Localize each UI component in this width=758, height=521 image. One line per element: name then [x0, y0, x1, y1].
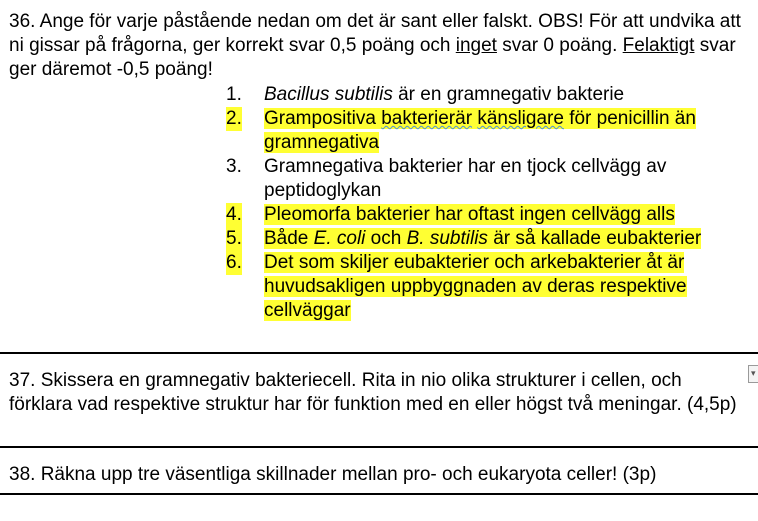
- species-name: B. subtilis: [406, 228, 488, 249]
- statement-text-rest: är en gramnegativ bakterie: [392, 84, 625, 105]
- corner-tab-icon[interactable]: ▾: [748, 365, 758, 383]
- statement-list: [0, 83, 758, 323]
- statement-number: 3.: [226, 156, 242, 177]
- statement-number: 4.: [226, 204, 242, 225]
- statement-text: Gramnegativa bakterier har en tjock cellvägg av peptidoglykan: [264, 156, 667, 201]
- statement-4: [0, 203, 740, 227]
- q36-felaktigt-underlined: Felaktigt: [622, 35, 695, 56]
- statement-text: Det som skiljer eubakterier och arkebakterier åt är huvudsakligen uppbyggnaden av deras respektive cellväggar: [264, 252, 687, 321]
- statement-number: 5.: [226, 228, 242, 249]
- q36-text-part2: svar 0 poäng.: [496, 35, 623, 56]
- divider: [0, 352, 758, 354]
- statement-text-a: Grampositiva: [264, 108, 382, 129]
- q36-text-part1: 36. Ange för varje påstående nedan om det är sant eller falskt. OBS! För att undvika att ni gissar på frågorna, ger korrekt svar 0,5 poäng och: [9, 11, 741, 56]
- species-name: Bacillus subtilis: [264, 84, 393, 105]
- statement-5: [0, 227, 740, 251]
- divider: [0, 493, 758, 495]
- statement-text-c: är så kallade eubakterier: [487, 228, 702, 249]
- species-name: E. coli: [313, 228, 366, 249]
- statement-text-a: Både: [264, 228, 314, 249]
- statement-text-c: för penicillin än gramnegativa: [264, 108, 696, 153]
- statement-text-b: och: [365, 228, 407, 249]
- q36-text-part3: svar ger däremot -0,5 poäng!: [9, 35, 736, 80]
- statement-3: [0, 155, 740, 203]
- statement-6: [0, 251, 740, 323]
- statement-text: [264, 228, 701, 249]
- statement-text: [264, 108, 696, 153]
- spelling-flag-word: bakterierär: [381, 108, 473, 129]
- statement-text: Pleomorfa bakterier har oftast ingen cellvägg alls: [264, 204, 675, 225]
- statement-2: [0, 107, 740, 155]
- statement-number: 6.: [226, 252, 242, 273]
- question-37: 37. Skissera en gramnegativ bakteriecell. Rita in nio olika strukturer i cellen, och förklara vad respektive struktur har för funktion med en eller högst två meningar. (4,5p): [9, 370, 737, 415]
- statement-1: [0, 83, 740, 107]
- statement-text: [264, 84, 624, 105]
- question-38: 38. Räkna upp tre väsentliga skillnader mellan pro- och eukaryota celler! (3p): [9, 464, 657, 485]
- question-36-intro: [9, 10, 754, 82]
- q36-inget-underlined: inget: [455, 35, 497, 56]
- spelling-flag-word: känsligare: [477, 108, 564, 129]
- divider: [0, 446, 758, 448]
- statement-number: 2.: [226, 108, 242, 129]
- statement-number: 1.: [226, 84, 242, 105]
